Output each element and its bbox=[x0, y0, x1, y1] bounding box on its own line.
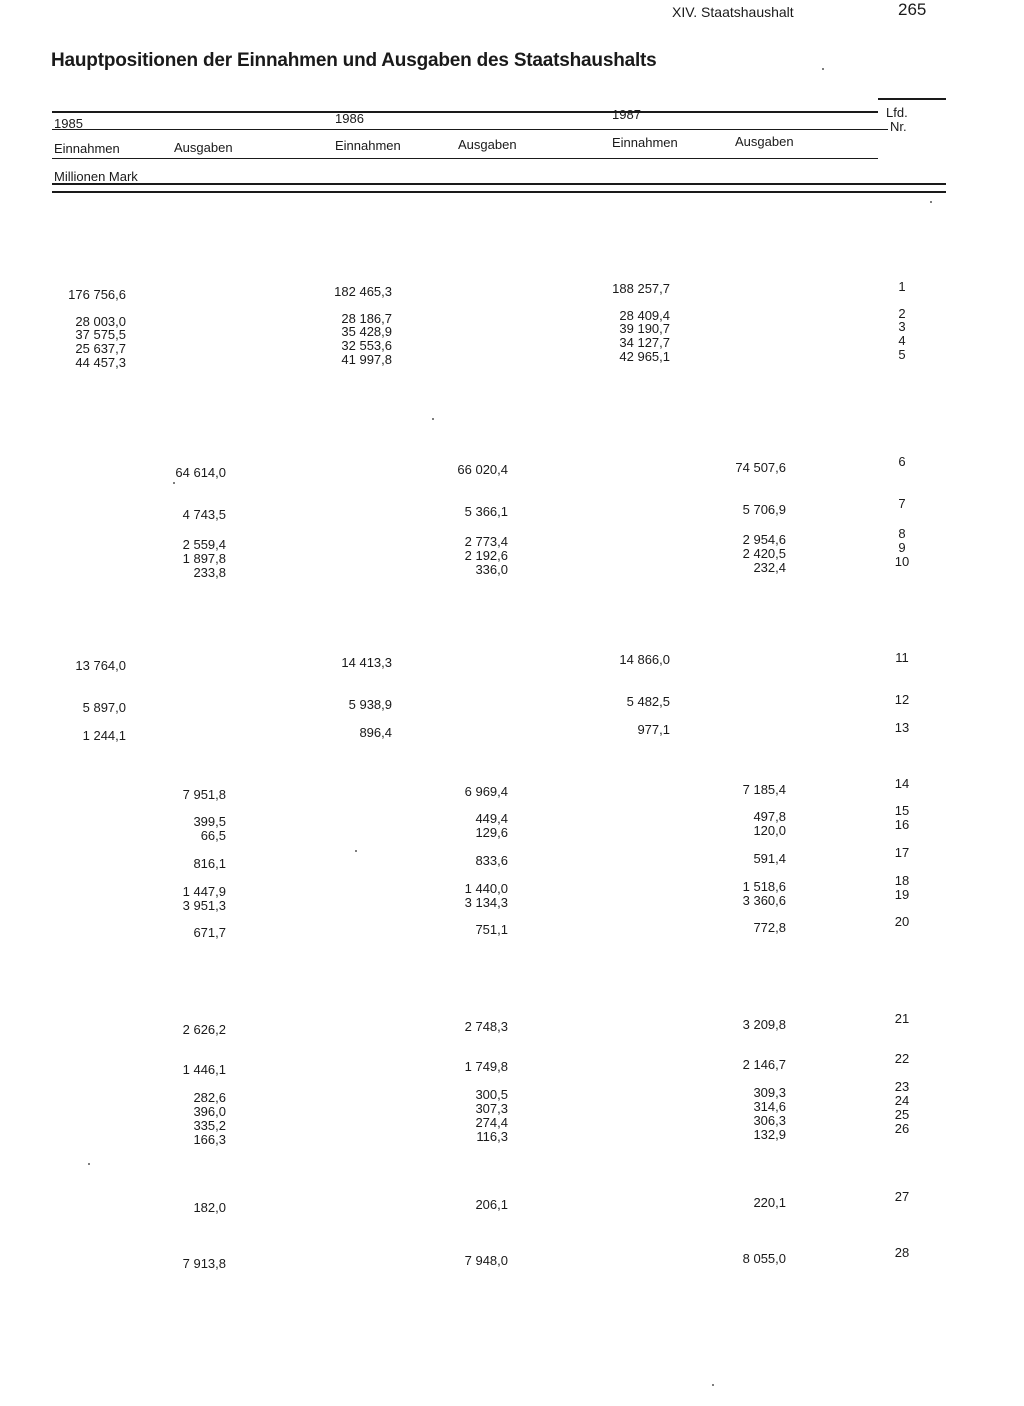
table-cell-aus85: 816,1 bbox=[193, 856, 226, 871]
table-cell-aus87: 8 055,0 bbox=[742, 1251, 786, 1266]
row-number: 16 bbox=[894, 817, 910, 832]
table-cell-aus86: 5 366,1 bbox=[464, 504, 508, 519]
table-cell-aus85: 1 447,9 bbox=[182, 884, 226, 899]
scan-speck bbox=[355, 850, 357, 852]
table-cell-aus86: 751,1 bbox=[475, 922, 508, 937]
table-cell-aus85: 671,7 bbox=[193, 925, 226, 940]
table-cell-aus86: 7 948,0 bbox=[464, 1253, 508, 1268]
scan-speck bbox=[432, 418, 434, 420]
table-cell-ein85: 37 575,5 bbox=[75, 327, 126, 342]
table-cell-aus85: 182,0 bbox=[193, 1200, 226, 1215]
table-cell-aus87: 314,6 bbox=[753, 1099, 786, 1114]
table-cell-ein86: 5 938,9 bbox=[348, 697, 392, 712]
table-cell-aus86: 449,4 bbox=[475, 811, 508, 826]
table-cell-aus86: 116,3 bbox=[476, 1129, 508, 1144]
table-cell-ein85: 176 756,6 bbox=[68, 287, 126, 302]
table-cell-aus86: 206,1 bbox=[475, 1197, 508, 1212]
table-cell-ein85: 25 637,7 bbox=[75, 341, 126, 356]
table-cell-ein85: 5 897,0 bbox=[82, 700, 126, 715]
table-cell-aus87: 3 360,6 bbox=[742, 893, 786, 908]
table-cell-ein85: 13 764,0 bbox=[75, 658, 126, 673]
row-number: 4 bbox=[898, 333, 906, 348]
col-ausgaben-1987: Ausgaben bbox=[735, 134, 794, 149]
row-number: 12 bbox=[894, 692, 910, 707]
row-number: 25 bbox=[894, 1107, 910, 1122]
table-cell-ein87: 28 409,4 bbox=[619, 308, 670, 323]
table-cell-ein87: 14 866,0 bbox=[619, 652, 670, 667]
row-number: 19 bbox=[894, 887, 910, 902]
page-title: Hauptpositionen der Einnahmen und Ausgaben des Staatshaushalts bbox=[51, 50, 657, 71]
row-number: 28 bbox=[894, 1245, 910, 1260]
row-number: 13 bbox=[894, 720, 910, 735]
table-cell-aus87: 2 954,6 bbox=[742, 532, 786, 547]
table-cell-aus87: 220,1 bbox=[753, 1195, 786, 1210]
row-number: 10 bbox=[894, 554, 910, 569]
table-cell-aus85: 399,5 bbox=[193, 814, 226, 829]
table-cell-aus85: 2 559,4 bbox=[182, 537, 226, 552]
table-cell-ein87: 39 190,7 bbox=[619, 321, 670, 336]
table-cell-ein86: 28 186,7 bbox=[341, 311, 392, 326]
table-cell-aus87: 2 420,5 bbox=[742, 546, 786, 561]
table-cell-ein86: 14 413,3 bbox=[341, 655, 392, 670]
table-cell-aus85: 2 626,2 bbox=[182, 1022, 226, 1037]
row-number: 20 bbox=[894, 914, 910, 929]
col-ausgaben-1986: Ausgaben bbox=[458, 137, 517, 152]
row-number: 1 bbox=[898, 279, 906, 294]
table-cell-ein87: 5 482,5 bbox=[626, 694, 670, 709]
table-cell-ein86: 35 428,9 bbox=[341, 324, 392, 339]
table-cell-aus87: 120,0 bbox=[753, 823, 786, 838]
col-nr: Nr. bbox=[890, 119, 907, 134]
table-cell-aus86: 307,3 bbox=[475, 1101, 508, 1116]
row-number: 8 bbox=[898, 526, 906, 541]
table-cell-aus86: 3 134,3 bbox=[464, 895, 508, 910]
table-cell-aus85: 3 951,3 bbox=[182, 898, 226, 913]
scan-speck bbox=[712, 1384, 714, 1386]
header-bottom-rule-2 bbox=[52, 191, 946, 193]
row-number: 21 bbox=[894, 1011, 910, 1026]
table-cell-aus86: 336,0 bbox=[475, 562, 508, 577]
row-number: 24 bbox=[894, 1093, 910, 1108]
row-number: 27 bbox=[894, 1189, 910, 1204]
table-cell-aus87: 306,3 bbox=[753, 1113, 786, 1128]
table-cell-ein87: 34 127,7 bbox=[619, 335, 670, 350]
row-number: 22 bbox=[894, 1051, 910, 1066]
row-number: 17 bbox=[894, 845, 910, 860]
running-header: XIV. Staatshaushalt bbox=[672, 4, 794, 20]
page-number: 265 bbox=[898, 0, 927, 19]
table-cell-aus86: 833,6 bbox=[475, 853, 508, 868]
table-cell-aus85: 7 951,8 bbox=[182, 787, 226, 802]
table-cell-aus85: 233,8 bbox=[193, 565, 226, 580]
col-einnahmen-1986: Einnahmen bbox=[335, 138, 401, 153]
table-top-rule bbox=[52, 111, 878, 113]
table-cell-aus87: 2 146,7 bbox=[742, 1057, 786, 1072]
row-number: 14 bbox=[894, 776, 910, 791]
row-number: 26 bbox=[894, 1121, 910, 1136]
year-rule bbox=[52, 129, 878, 130]
table-cell-aus85: 1 897,8 bbox=[182, 551, 226, 566]
row-number: 15 bbox=[894, 803, 910, 818]
row-number: 7 bbox=[898, 496, 906, 511]
year-1985: 1985 bbox=[54, 116, 83, 131]
col-lfd: Lfd. bbox=[886, 105, 908, 120]
table-cell-ein87: 977,1 bbox=[637, 722, 670, 737]
table-cell-aus86: 6 969,4 bbox=[464, 784, 508, 799]
row-number: 2 bbox=[898, 306, 906, 321]
table-cell-ein85: 1 244,1 bbox=[82, 728, 126, 743]
scan-speck bbox=[173, 482, 175, 484]
table-cell-aus85: 335,2 bbox=[193, 1118, 226, 1133]
table-cell-aus86: 1 749,8 bbox=[464, 1059, 508, 1074]
table-cell-aus85: 166,3 bbox=[193, 1132, 226, 1147]
row-number: 9 bbox=[898, 540, 906, 555]
table-cell-aus87: 3 209,8 bbox=[742, 1017, 786, 1032]
table-cell-aus86: 2 192,6 bbox=[464, 548, 508, 563]
row-number: 11 bbox=[895, 650, 909, 665]
table-cell-aus87: 132,9 bbox=[753, 1127, 786, 1142]
row-number: 3 bbox=[898, 319, 906, 334]
table-cell-aus87: 1 518,6 bbox=[742, 879, 786, 894]
unit-label: Millionen Mark bbox=[54, 169, 138, 184]
table-cell-aus85: 1 446,1 bbox=[182, 1062, 226, 1077]
table-cell-aus87: 772,8 bbox=[753, 920, 786, 935]
table-cell-aus85: 396,0 bbox=[193, 1104, 226, 1119]
table-cell-ein85: 28 003,0 bbox=[75, 314, 126, 329]
table-cell-aus87: 7 185,4 bbox=[742, 782, 786, 797]
col-ausgaben-1985: Ausgaben bbox=[174, 140, 233, 155]
table-cell-aus87: 497,8 bbox=[753, 809, 786, 824]
table-cell-aus85: 4 743,5 bbox=[182, 507, 226, 522]
row-number: 6 bbox=[898, 454, 906, 469]
table-cell-ein86: 896,4 bbox=[359, 725, 392, 740]
table-cell-aus86: 2 748,3 bbox=[464, 1019, 508, 1034]
scan-speck bbox=[930, 201, 932, 203]
table-cell-aus85: 64 614,0 bbox=[175, 465, 226, 480]
year-1986: 1986 bbox=[335, 111, 364, 126]
row-number: 18 bbox=[894, 873, 910, 888]
table-cell-aus87: 5 706,9 bbox=[742, 502, 786, 517]
table-cell-aus86: 129,6 bbox=[475, 825, 508, 840]
table-cell-ein86: 182 465,3 bbox=[334, 284, 392, 299]
table-cell-aus85: 282,6 bbox=[193, 1090, 226, 1105]
table-cell-aus85: 7 913,8 bbox=[182, 1256, 226, 1271]
table-cell-aus87: 74 507,6 bbox=[735, 460, 786, 475]
table-cell-aus86: 300,5 bbox=[475, 1087, 508, 1102]
table-cell-ein87: 42 965,1 bbox=[619, 349, 670, 364]
table-cell-ein85: 44 457,3 bbox=[75, 355, 126, 370]
year-1987: 1987 bbox=[612, 107, 641, 122]
scan-speck bbox=[822, 68, 824, 70]
lfd-rule bbox=[872, 129, 888, 130]
table-cell-aus87: 591,4 bbox=[753, 851, 786, 866]
row-number: 5 bbox=[898, 347, 906, 362]
table-cell-aus86: 2 773,4 bbox=[464, 534, 508, 549]
subheader-rule bbox=[52, 158, 878, 159]
table-top-rule-right bbox=[878, 98, 946, 100]
table-cell-ein87: 188 257,7 bbox=[612, 281, 670, 296]
row-number: 23 bbox=[894, 1079, 910, 1094]
col-einnahmen-1985: Einnahmen bbox=[54, 141, 120, 156]
table-cell-aus87: 309,3 bbox=[753, 1085, 786, 1100]
table-cell-ein86: 41 997,8 bbox=[341, 352, 392, 367]
table-cell-aus86: 66 020,4 bbox=[457, 462, 508, 477]
table-cell-ein86: 32 553,6 bbox=[341, 338, 392, 353]
scan-speck bbox=[88, 1163, 90, 1165]
table-cell-aus87: 232,4 bbox=[753, 560, 786, 575]
header-bottom-rule-1 bbox=[52, 183, 946, 185]
col-einnahmen-1987: Einnahmen bbox=[612, 135, 678, 150]
table-cell-aus86: 274,4 bbox=[475, 1115, 508, 1130]
table-cell-aus86: 1 440,0 bbox=[464, 881, 508, 896]
table-cell-aus85: 66,5 bbox=[200, 828, 226, 843]
